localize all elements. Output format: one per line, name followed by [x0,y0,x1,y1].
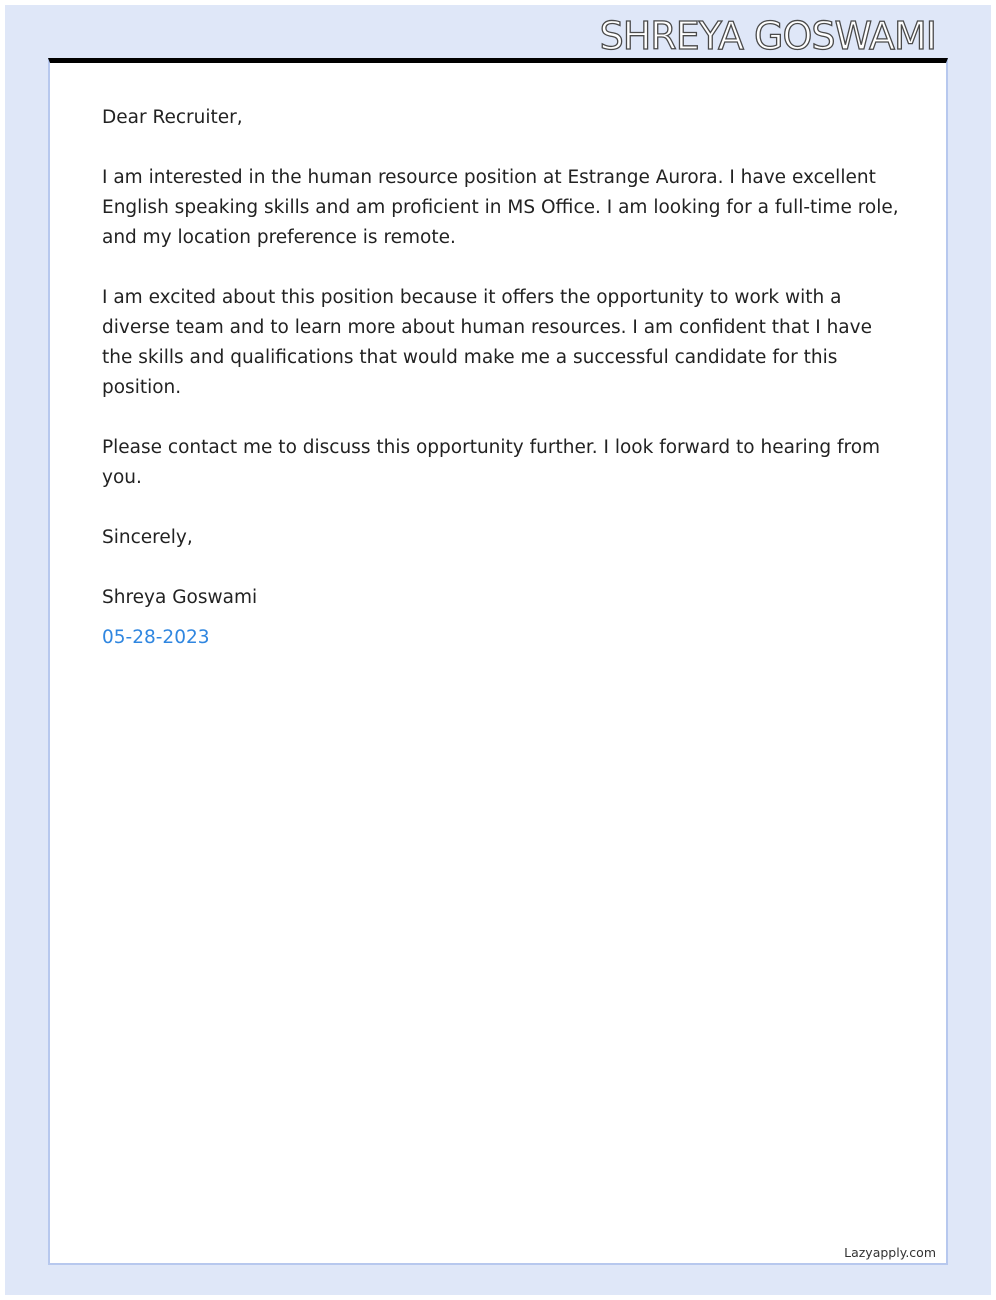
letter-date: 05-28-2023 [102,627,210,648]
closing: Sincerely, [102,527,193,548]
paragraph-closing-request: Please contact me to discuss this opportunity further. I look forward to hearing from you. [102,437,881,488]
paragraph-motivation: I am excited about this position because it offers the opportunity to work with a diverse team and to learn more about human resources. I am confident that I have the skills and qualifications that would make me a successful candidate for this position. [102,287,872,398]
letter-body [102,103,902,653]
letter-page [48,58,948,1265]
signature-name: Shreya Goswami [102,587,258,608]
paragraph-intro: I am interested in the human resource position at Estrange Aurora. I have excellent English speaking skills and am proficient in MS Office. I am looking for a full-time role, and my location preference is remote. [102,167,899,248]
footer-credit: Lazyapply.com [844,1245,936,1260]
salutation: Dear Recruiter, [102,107,243,128]
applicant-name-heading: SHREYA GOSWAMI [599,14,936,58]
